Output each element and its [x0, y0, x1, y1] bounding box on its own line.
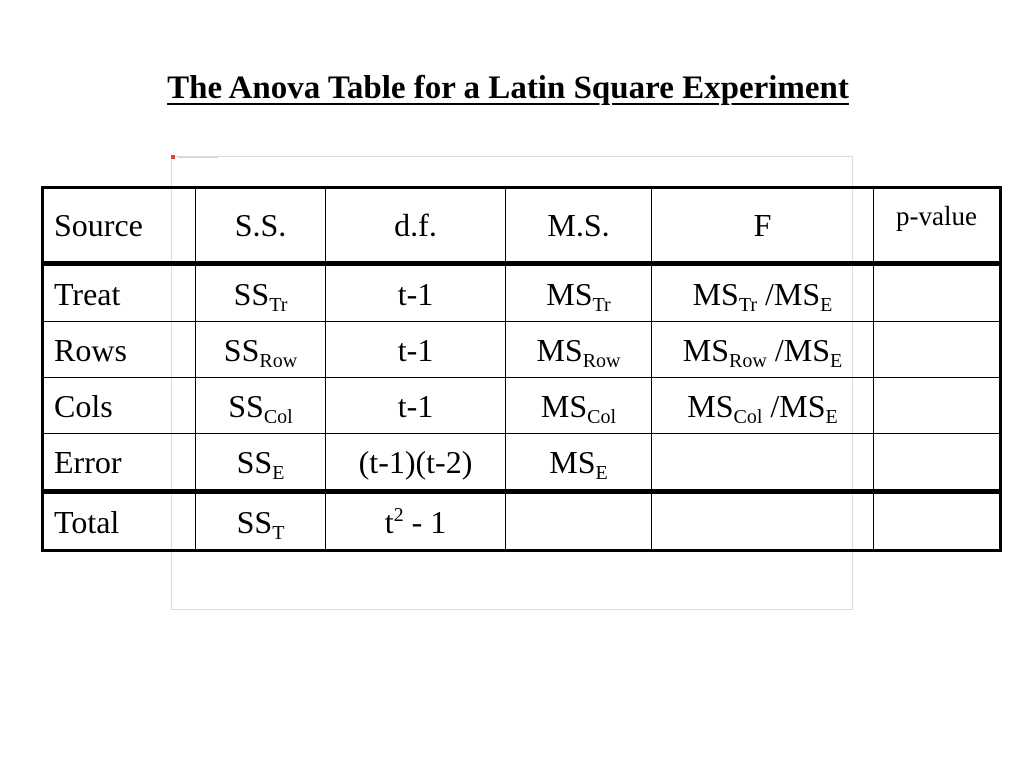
ms-subscript: Row [582, 349, 621, 372]
f-denominator-subscript: E [829, 349, 843, 372]
source-cell: Total [43, 492, 196, 551]
df-cell: (t-1)(t-2) [326, 434, 506, 492]
ss-symbol: SS [233, 275, 270, 312]
df-cell [326, 492, 506, 551]
source-cell: Rows [43, 322, 196, 378]
ms-subscript: E [595, 461, 608, 484]
ss-subscript: T [272, 521, 285, 544]
ms-symbol: MS [546, 275, 593, 312]
ss-cell [196, 378, 326, 434]
ms-symbol: MS [540, 387, 588, 424]
f-separator: / [766, 331, 784, 368]
header-p-value: p-value [874, 188, 1001, 264]
f-numerator-subscript: Col [733, 405, 763, 428]
table-row-rows [43, 322, 1001, 378]
f-numerator-subscript: Row [729, 349, 767, 372]
p-value-cell [874, 378, 1001, 434]
slide-title: The Anova Table for a Latin Square Experiment [167, 70, 849, 106]
f-cell [652, 492, 874, 551]
f-numerator-subscript: Tr [738, 293, 758, 316]
df-cell: t-1 [326, 378, 506, 434]
f-numerator: MS [682, 331, 730, 368]
ss-subscript: E [272, 461, 285, 484]
f-cell [652, 322, 874, 378]
f-cell [652, 434, 874, 492]
p-value-cell [874, 264, 1001, 322]
df-cell: t-1 [326, 322, 506, 378]
ms-subscript: Tr [592, 293, 611, 316]
header-ms: M.S. [506, 188, 652, 264]
f-denominator: MS [773, 275, 821, 312]
ss-subscript: Col [263, 405, 293, 428]
ms-cell [506, 434, 652, 492]
ss-symbol: SS [223, 331, 260, 368]
embedded-object-marker-icon [171, 155, 175, 159]
df-cell: t-1 [326, 264, 506, 322]
embedded-object-caption [178, 156, 218, 158]
ms-cell [506, 264, 652, 322]
f-denominator: MS [783, 331, 830, 368]
df-superscript: 2 [393, 503, 404, 526]
p-value-cell [874, 322, 1001, 378]
source-cell: Error [43, 434, 196, 492]
ss-cell [196, 492, 326, 551]
ms-cell [506, 492, 652, 551]
ss-symbol: SS [228, 387, 264, 424]
ss-cell [196, 322, 326, 378]
ss-symbol: SS [236, 443, 273, 480]
f-cell [652, 378, 874, 434]
ss-cell [196, 264, 326, 322]
f-denominator: MS [779, 387, 826, 424]
ms-subscript: Col [587, 405, 617, 428]
f-numerator: MS [687, 387, 734, 424]
anova-table [41, 186, 1002, 552]
ss-subscript: Row [259, 349, 298, 372]
table-header-row [43, 188, 1001, 264]
ms-symbol: MS [549, 443, 596, 480]
table-row-treat [43, 264, 1001, 322]
header-ss: S.S. [196, 188, 326, 264]
source-cell: Cols [43, 378, 196, 434]
header-f: F [652, 188, 874, 264]
table-row-cols [43, 378, 1001, 434]
f-denominator-subscript: E [825, 405, 838, 428]
f-separator: / [757, 275, 774, 312]
f-numerator: MS [692, 275, 739, 312]
f-separator: / [762, 387, 780, 424]
header-source: Source [43, 188, 196, 264]
table-row-total [43, 492, 1001, 551]
df-rest: - 1 [403, 503, 447, 540]
ms-cell [506, 322, 652, 378]
f-cell [652, 264, 874, 322]
ms-cell [506, 378, 652, 434]
ss-symbol: SS [236, 503, 273, 540]
f-denominator-subscript: E [820, 293, 833, 316]
ss-cell [196, 434, 326, 492]
ms-symbol: MS [536, 331, 583, 368]
p-value-cell [874, 434, 1001, 492]
df-base: t [384, 503, 394, 540]
header-df: d.f. [326, 188, 506, 264]
p-value-cell [874, 492, 1001, 551]
source-cell: Treat [43, 264, 196, 322]
table-row-error [43, 434, 1001, 492]
ss-subscript: Tr [269, 293, 288, 316]
